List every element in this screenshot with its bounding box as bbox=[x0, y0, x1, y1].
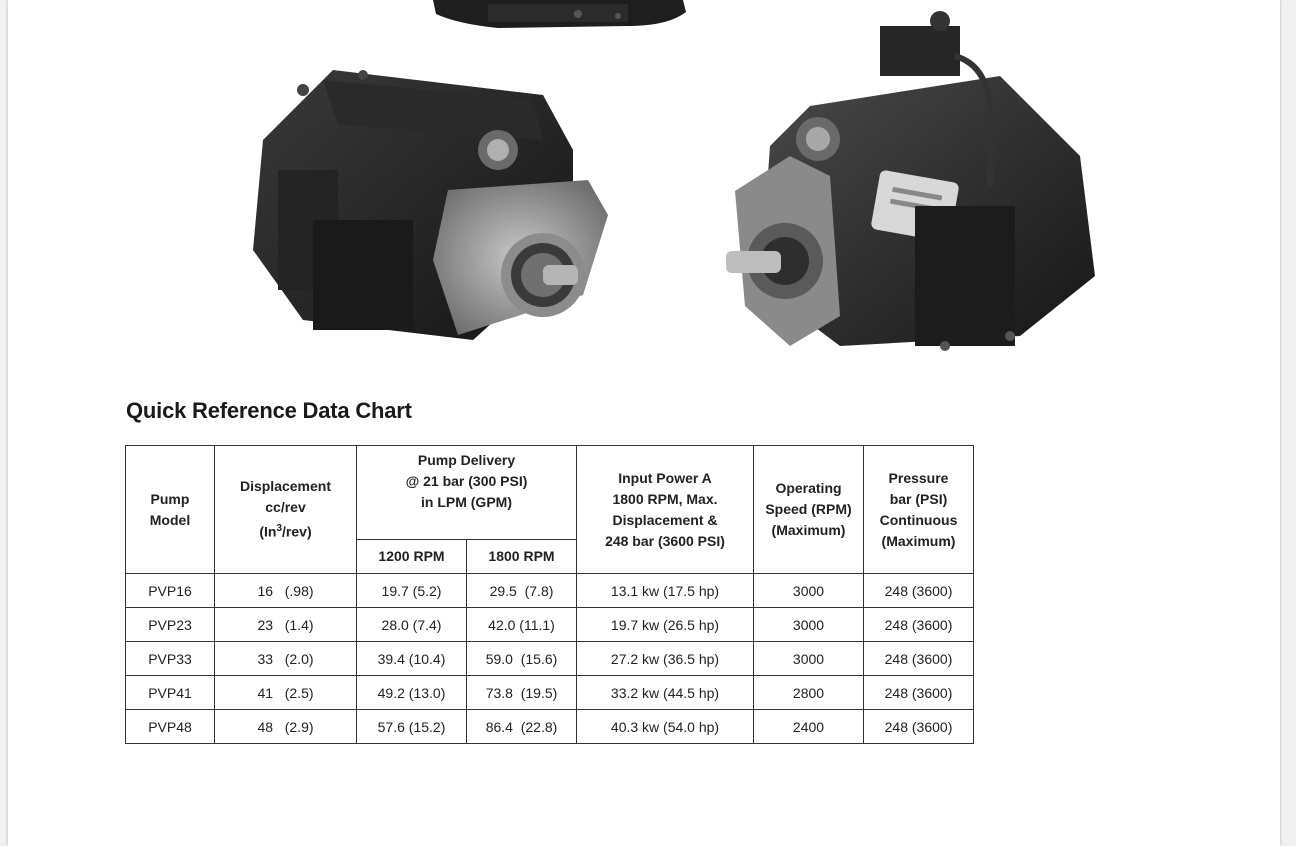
cell-d1800: 29.5 (7.8) bbox=[467, 574, 577, 608]
cell-d1200: 28.0 (7.4) bbox=[357, 608, 467, 642]
table-row bbox=[126, 710, 974, 744]
table-row bbox=[126, 676, 974, 710]
cell-speed: 2800 bbox=[754, 676, 864, 710]
cell-displacement: 16 (.98) bbox=[215, 574, 357, 608]
cell-model: PVP41 bbox=[126, 676, 215, 710]
cell-speed: 3000 bbox=[754, 642, 864, 676]
cell-d1200: 49.2 (13.0) bbox=[357, 676, 467, 710]
cell-model: PVP16 bbox=[126, 574, 215, 608]
cell-d1800: 59.0 (15.6) bbox=[467, 642, 577, 676]
header-displacement: Displacement cc/rev (In$^3$/rev) bbox=[215, 446, 357, 574]
cell-power: 13.1 kw (17.5 hp) bbox=[577, 574, 754, 608]
cell-speed: 3000 bbox=[754, 574, 864, 608]
document-page bbox=[8, 0, 1280, 846]
cell-pressure: 248 (3600) bbox=[864, 676, 974, 710]
table-row bbox=[126, 642, 974, 676]
cell-displacement: 33 (2.0) bbox=[215, 642, 357, 676]
pump-image-rear bbox=[720, 6, 1110, 370]
cell-model: PVP33 bbox=[126, 642, 215, 676]
header-pressure: Pressure bar (PSI) Continuous (Maximum) bbox=[864, 446, 974, 574]
header-delivery-1800: 1800 RPM bbox=[467, 540, 577, 574]
pump-image-front bbox=[243, 50, 615, 350]
cell-pressure: 248 (3600) bbox=[864, 710, 974, 744]
cell-model: PVP23 bbox=[126, 608, 215, 642]
chart-title: Quick Reference Data Chart bbox=[126, 398, 412, 423]
cell-power: 40.3 kw (54.0 hp) bbox=[577, 710, 754, 744]
header-operating-speed: Operating Speed (RPM) (Maximum) bbox=[754, 446, 864, 574]
cell-model: PVP48 bbox=[126, 710, 215, 744]
header-delivery-1200: 1200 RPM bbox=[357, 540, 467, 574]
cell-displacement: 48 (2.9) bbox=[215, 710, 357, 744]
header-pump-delivery: Pump Delivery @ 21 bar (300 PSI) in LPM (GPM) bbox=[357, 446, 577, 540]
window-edge bbox=[1282, 0, 1296, 846]
table-row bbox=[126, 574, 974, 608]
cell-d1200: 39.4 (10.4) bbox=[357, 642, 467, 676]
cell-d1800: 86.4 (22.8) bbox=[467, 710, 577, 744]
cell-speed: 3000 bbox=[754, 608, 864, 642]
table-row bbox=[126, 608, 974, 642]
cell-pressure: 248 (3600) bbox=[864, 642, 974, 676]
quick-reference-table bbox=[125, 445, 974, 744]
cell-speed: 2400 bbox=[754, 710, 864, 744]
pump-image-partial bbox=[428, 0, 690, 30]
cell-d1800: 73.8 (19.5) bbox=[467, 676, 577, 710]
cell-power: 27.2 kw (36.5 hp) bbox=[577, 642, 754, 676]
cell-power: 19.7 kw (26.5 hp) bbox=[577, 608, 754, 642]
header-input-power: Input Power A 1800 RPM, Max. Displacement & 248 bar (3600 PSI) bbox=[577, 446, 754, 574]
cell-d1200: 19.7 (5.2) bbox=[357, 574, 467, 608]
cell-displacement: 41 (2.5) bbox=[215, 676, 357, 710]
cell-pressure: 248 (3600) bbox=[864, 608, 974, 642]
cell-power: 33.2 kw (44.5 hp) bbox=[577, 676, 754, 710]
cell-displacement: 23 (1.4) bbox=[215, 608, 357, 642]
cell-d1200: 57.6 (15.2) bbox=[357, 710, 467, 744]
cell-pressure: 248 (3600) bbox=[864, 574, 974, 608]
cell-d1800: 42.0 (11.1) bbox=[467, 608, 577, 642]
header-pump-model: Pump Model bbox=[126, 446, 215, 574]
